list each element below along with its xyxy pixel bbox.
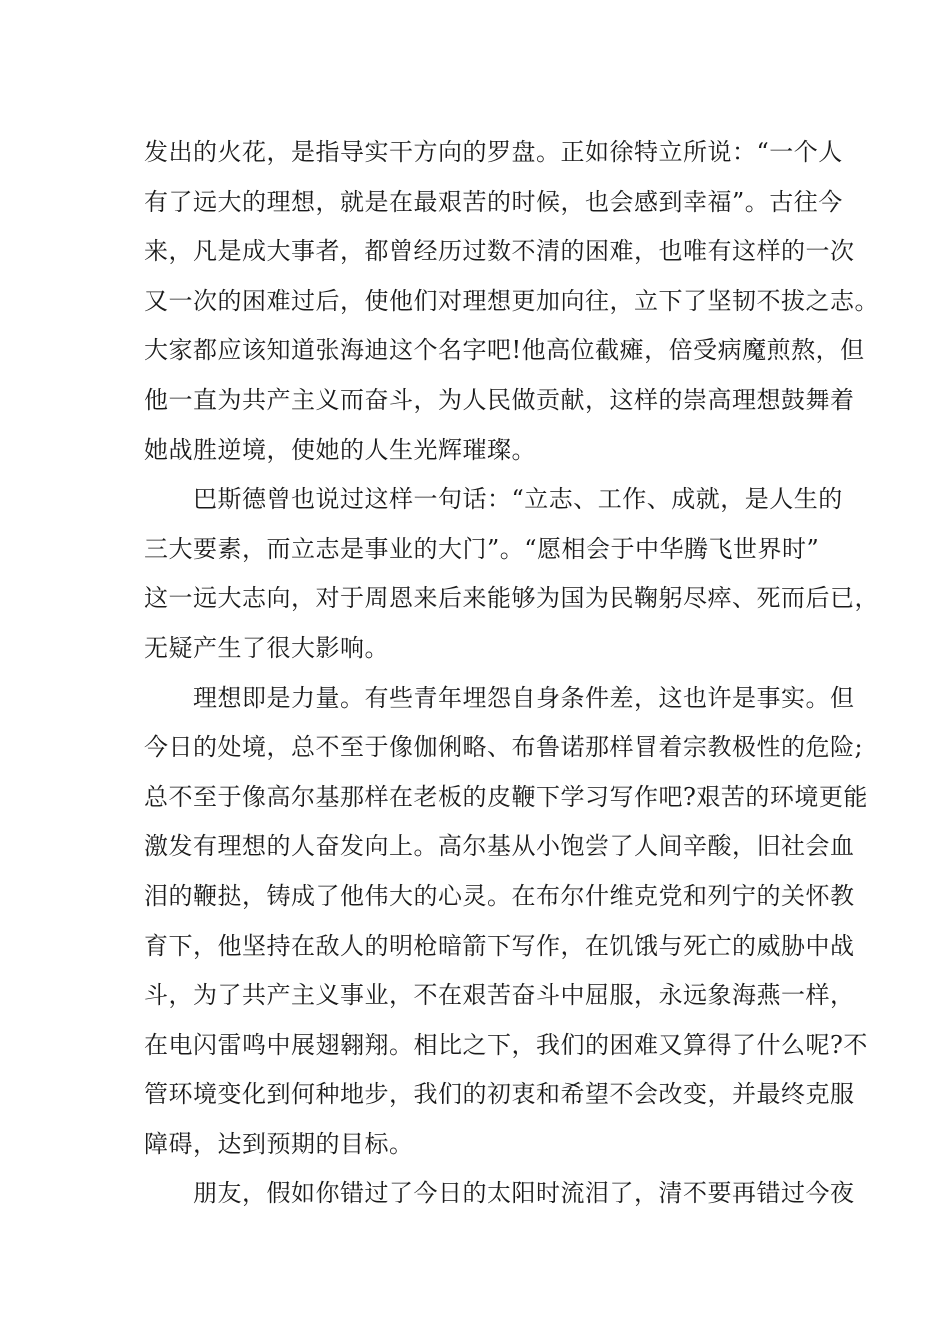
text-line: 发出的火花，是指导实干方向的罗盘。正如徐特立所说：“一个人: [144, 138, 843, 166]
text-line: 在电闪雷鸣中展翅翱翔。相比之下，我们的困难又算得了什么呢?不: [144, 1030, 868, 1059]
text-line: 又一次的困难过后，使他们对理想更加向往，立下了坚韧不拔之志。: [144, 286, 879, 315]
text-line: 巴斯德曾也说过这样一句话：“立志、工作、成就，是人生的: [144, 485, 843, 514]
text-line: 有了远大的理想，就是在最艰苦的时候，也会感到幸福”。古往今: [144, 187, 843, 216]
text-line: 总不至于像高尔基那样在老板的皮鞭下学习写作吧?艰苦的环境更能: [144, 782, 868, 811]
text-line: 管环境变化到何种地步，我们的初衷和希望不会改变，并最终克服: [144, 1080, 855, 1109]
text-line: 她战胜逆境，使她的人生光辉璀璨。: [144, 435, 536, 464]
text-line: 育下，他坚持在敌人的明枪暗箭下写作，在饥饿与死亡的威胁中战: [144, 931, 855, 960]
document-body-text: [144, 128, 879, 1219]
text-line: 来，凡是成大事者，都曾经历过数不清的困难，也唯有这样的一次: [144, 237, 855, 266]
text-line: 泪的鞭挞，铸成了他伟大的心灵。在布尔什维克党和列宁的关怀教: [144, 881, 855, 910]
text-line: 朋友，假如你错过了今日的太阳时流泪了，清不要再错过今夜: [144, 1179, 855, 1208]
text-line: 他一直为共产主义而奋斗，为人民做贡献，这样的崇高理想鼓舞着: [144, 385, 855, 414]
text-line: 无疑产生了很大影响。: [144, 633, 389, 662]
text-line: 三大要素，而立志是事业的大门”。“愿相会于中华腾飞世界时”: [144, 534, 820, 563]
text-line: 这一远大志向，对于周恩来后来能够为国为民鞠躬尽瘁、死而后已，: [144, 584, 879, 613]
text-line: 激发有理想的人奋发向上。高尔基从小饱尝了人间辛酸，旧社会血: [144, 832, 855, 861]
text-line: 理想即是力量。有些青年埋怨自身条件差，这也许是事实。但: [144, 683, 855, 712]
text-line: 障碍，达到预期的目标。: [144, 1129, 414, 1158]
text-line: 斗，为了共产主义事业，不在艰苦奋斗中屈服，永远象海燕一样，: [144, 981, 855, 1010]
text-line: 大家都应该知道张海迪这个名字吧!他高位截瘫，倍受病魔煎熬，但: [144, 336, 865, 365]
text-line: 今日的处境，总不至于像伽俐略、布鲁诺那样冒着宗教极性的危险;: [144, 733, 864, 762]
